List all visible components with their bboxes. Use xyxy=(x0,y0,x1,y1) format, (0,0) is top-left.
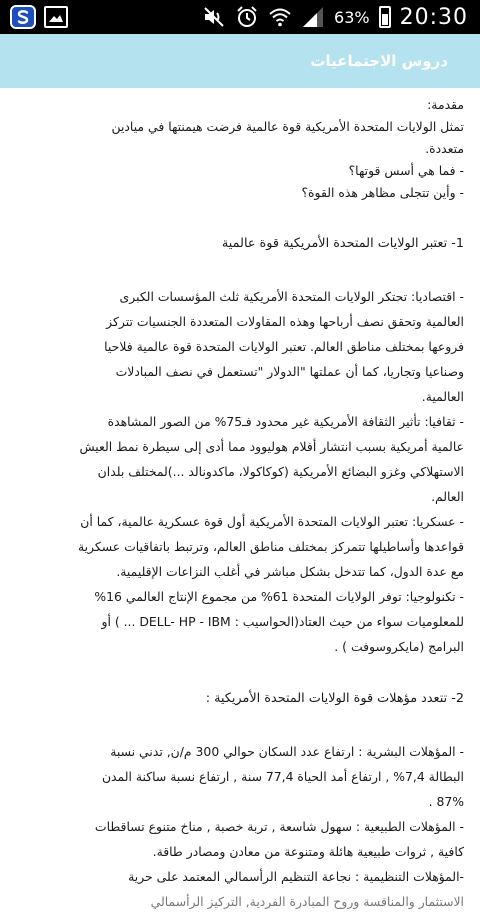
paragraph-line: -المؤهلات التنظيمية : نجاعة التنظيم الرأسمالي المعتمد على حرية xyxy=(128,869,464,884)
question: - فما هي أسس قوتها؟ xyxy=(348,163,464,178)
lesson-content[interactable] xyxy=(0,88,480,909)
paragraph-line: - ثقافيا: تأثير الثقافة الأمريكية غير محدود فـ75% من الصور المشاهدة xyxy=(107,414,464,429)
paragraph-line: قواعدها وأساطيلها تتمركز بمختلف مناطق العالم، وترتبط باتفاقيات عسكرية xyxy=(77,539,464,554)
paragraph-line: - اقتصاديا: تحتكر الولايات المتحدة الأمريكية ثلث المؤسسات الكبرى xyxy=(119,289,464,304)
paragraph-line: - تكنولوجيا: توفر الولايات المتحدة 61% من مجموع الإنتاج العالمي 16% xyxy=(94,589,464,604)
paragraph-line: وصناعيا وتجاريا، كما أن عملتها "الدولار "تستعمل في نصف المبادلات xyxy=(115,364,464,379)
gallery-icon[interactable] xyxy=(44,6,68,28)
signal-icon xyxy=(301,5,325,29)
paragraph-line: العالمية وتحقق نصف أرباحها وهذه المقاولات المتعددة الجنسيات تتركز xyxy=(106,314,464,329)
clock: 20:30 xyxy=(399,4,468,30)
paragraph-line: - المؤهلات البشرية : ارتفاع عدد السكان حوالي 300 م/ن, تدني نسبة xyxy=(110,744,464,759)
paragraph-line: - المؤهلات الطبيعية : سهول شاسعة , تربة خصبة , مناخ متنوع تساقطات xyxy=(94,819,464,834)
s-app-icon[interactable] xyxy=(10,5,36,29)
paragraph-line: - عسكريا: تعتبر الولايات المتحدة الأمريكية أول قوة عسكرية عالمية، كما أن xyxy=(80,514,464,529)
intro-text-line: متعددة. xyxy=(425,141,464,156)
paragraph-line: عالمية أمريكية بسبب انتشار أفلام هوليوود مما أدى إلى سيطرة نمط العيش xyxy=(79,439,464,454)
wifi-icon xyxy=(268,5,292,29)
paragraph-line: البرامج (مايكروسوفت ) . xyxy=(334,639,464,654)
battery-percent: 63% xyxy=(334,7,370,27)
paragraph-line: مع عدة الدول، كما تتدخل بشكل مباشر في أغلب النزاعات الإقليمية. xyxy=(116,564,464,579)
section-heading: 1- تعتبر الولايات المتحدة الأمريكية قوة عالمية xyxy=(221,236,464,251)
paragraph-line: فروعها بمختلف مناطق العالم. تعتبر الولايات المتحدة قوة عالمية فلاحيا xyxy=(104,339,464,354)
paragraph-line: الاستهلاكي وغزو البضائع الأمريكية (كوكاكولا، ماكدونالد ...)لمختلف بلدان xyxy=(97,464,464,479)
question: - وأين تتجلى مظاهر هذه القوة؟ xyxy=(301,185,464,200)
battery-icon xyxy=(379,6,391,28)
intro-text-line: تمثل الولايات المتحدة الأمريكية قوة عالمية فرضت هيمنتها في ميادين xyxy=(111,119,464,134)
intro-label: مقدمة: xyxy=(427,97,464,112)
paragraph-line: 87% . xyxy=(428,794,464,809)
paragraph-line: للمعلوميات سواء من حيث العتاد(الحواسيب : DELL- HP - IBM ... ) أو xyxy=(101,614,464,629)
app-header xyxy=(0,34,480,88)
page-title: دروس الاجتماعيات xyxy=(310,52,448,70)
paragraph-line: العالم. xyxy=(431,489,464,504)
paragraph-line: البطالة 7,4% , ارتفاع أمد الحياة 77,4 سنة , ارتفاع نسبة ساكنة المدن xyxy=(101,769,464,784)
paragraph-line: كافية , ثروات طبيعية هائلة ومتنوعة من معادن ومصادر طاقة. xyxy=(152,844,464,859)
section-heading: 2- تتعدد مؤهلات قوة الولايات المتحدة الأمريكية : xyxy=(205,691,464,706)
paragraph-line: الاستثمار والمنافسة وروح المبادرة الفردية, التركيز الرأسمالي xyxy=(150,894,464,909)
mute-icon xyxy=(202,5,226,29)
status-bar xyxy=(0,0,480,34)
alarm-icon xyxy=(235,5,259,29)
paragraph-line: العالمية. xyxy=(421,389,464,404)
